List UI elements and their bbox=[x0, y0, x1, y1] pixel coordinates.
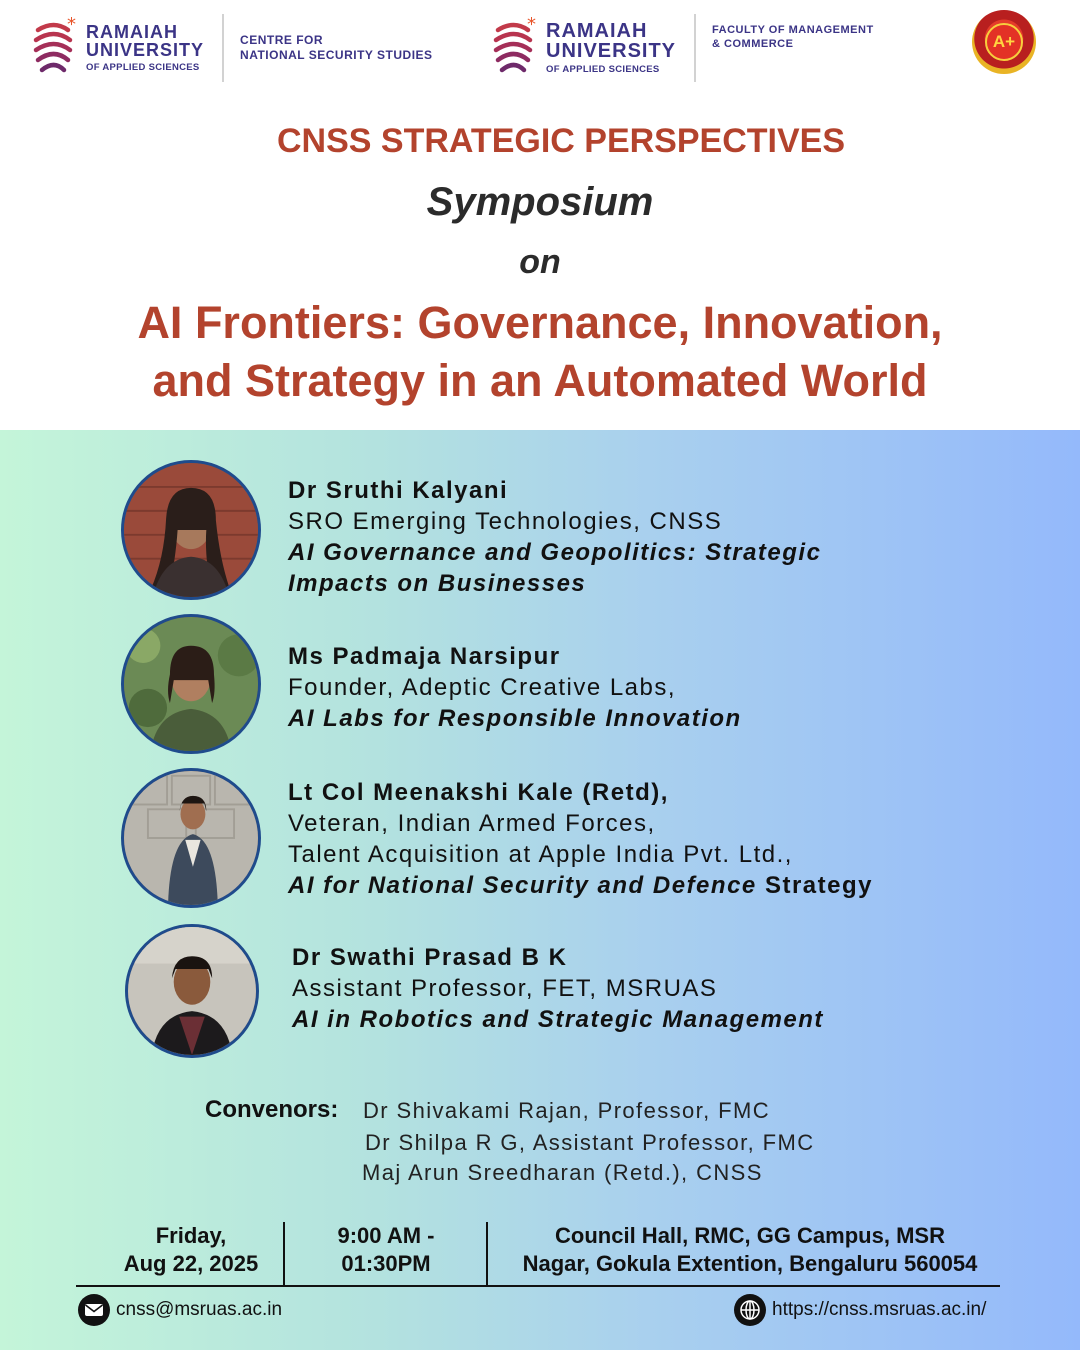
event-date-full: Aug 22, 2025 bbox=[123, 1251, 259, 1276]
speaker-topic bbox=[288, 870, 873, 901]
speaker-2 bbox=[288, 641, 742, 734]
speaker-photo-avatar bbox=[121, 614, 261, 754]
convenor-name: Dr Shilpa R G, Assistant Professor, FMC bbox=[365, 1130, 815, 1155]
event-title-line1: AI Frontiers: Governance, Innovation, bbox=[137, 297, 943, 348]
speaker-topic-main: AI for National Security and Defence bbox=[288, 872, 757, 899]
faculty-line2: & COMMERCE bbox=[712, 38, 794, 50]
speaker-topic: AI Labs for Responsible Innovation bbox=[288, 705, 742, 732]
speaker-role: Founder, Adeptic Creative Labs, bbox=[288, 674, 677, 701]
logo-university-line1: RAMAIAH bbox=[86, 22, 178, 43]
centre-line2: NATIONAL SECURITY STUDIES bbox=[240, 48, 433, 62]
centre-name bbox=[240, 33, 433, 63]
event-venue bbox=[494, 1222, 1006, 1278]
speaker-role: Talent Acquisition at Apple India Pvt. Ltd., bbox=[288, 841, 793, 868]
event-type: Symposium bbox=[426, 180, 654, 224]
speaker-name: Lt Col Meenakshi Kale (Retd), bbox=[288, 779, 669, 806]
speaker-photo-avatar bbox=[121, 460, 261, 600]
speaker-photo-avatar bbox=[125, 924, 259, 1058]
logo-university-line2: UNIVERSITY bbox=[546, 40, 677, 63]
mail-icon bbox=[78, 1294, 110, 1326]
ramaiah-cnss-logo bbox=[30, 14, 433, 82]
speaker-role: Veteran, Indian Armed Forces, bbox=[288, 810, 656, 837]
event-time-end: 01:30PM bbox=[341, 1251, 431, 1276]
details-divider bbox=[486, 1222, 488, 1286]
faculty-line1: FACULTY OF MANAGEMENT bbox=[712, 24, 874, 36]
details-underline bbox=[76, 1285, 1000, 1287]
speaker-topic: AI Governance and Geopolitics: Strategic bbox=[288, 539, 822, 566]
series-title: CNSS STRATEGIC PERSPECTIVES bbox=[276, 122, 846, 160]
event-date-day: Friday, bbox=[155, 1223, 227, 1248]
event-title-line2: and Strategy in an Automated World bbox=[152, 355, 928, 406]
speaker-name: Ms Padmaja Narsipur bbox=[288, 643, 561, 670]
logo-divider bbox=[694, 14, 696, 82]
speaker-name: Dr Swathi Prasad B K bbox=[292, 944, 568, 971]
logo-divider bbox=[222, 14, 224, 82]
speaker-3 bbox=[288, 777, 873, 901]
speaker-role: Assistant Professor, FET, MSRUAS bbox=[292, 975, 718, 1002]
faculty-name bbox=[712, 23, 874, 51]
event-time bbox=[292, 1222, 480, 1278]
event-title bbox=[0, 294, 1080, 410]
convenors-label: Convenors: bbox=[205, 1096, 339, 1123]
ramaiah-emblem-icon: * bbox=[30, 18, 78, 78]
ramaiah-fmc-logo bbox=[490, 14, 874, 82]
logo-university-line3: OF APPLIED SCIENCES bbox=[546, 64, 660, 76]
event-details bbox=[0, 1222, 1080, 1286]
speaker-topic: Impacts on Businesses bbox=[288, 570, 587, 597]
email-address[interactable]: cnss@msruas.ac.in bbox=[116, 1299, 283, 1320]
event-venue-line1: Council Hall, RMC, GG Campus, MSR bbox=[555, 1223, 945, 1248]
seal-grade: A+ bbox=[985, 23, 1023, 61]
details-divider bbox=[283, 1222, 285, 1286]
logo-university-line2: UNIVERSITY bbox=[86, 40, 205, 61]
header bbox=[0, 0, 1080, 95]
naac-grade-seal-icon bbox=[972, 10, 1036, 74]
ramaiah-emblem-icon: * bbox=[490, 18, 538, 78]
speaker-role: SRO Emerging Technologies, CNSS bbox=[288, 508, 723, 535]
logo-university-line1: RAMAIAH bbox=[546, 20, 648, 43]
event-venue-line2: Nagar, Gokula Extention, Bengaluru 560054 bbox=[522, 1251, 978, 1276]
speaker-photo-avatar bbox=[121, 768, 261, 908]
speaker-name: Dr Sruthi Kalyani bbox=[288, 477, 509, 504]
contact-email[interactable] bbox=[78, 1294, 282, 1326]
convenor-name: Dr Shivakami Rajan, Professor, FMC bbox=[363, 1098, 771, 1123]
speaker-topic-tail: Strategy bbox=[764, 872, 873, 899]
event-date bbox=[105, 1222, 277, 1278]
centre-line1: CENTRE FOR bbox=[240, 33, 324, 47]
website-url[interactable]: https://cnss.msruas.ac.in/ bbox=[772, 1299, 987, 1320]
event-connector: on bbox=[519, 243, 561, 281]
speaker-4 bbox=[292, 942, 824, 1035]
speaker-1 bbox=[288, 475, 821, 599]
logo-university-line3: OF APPLIED SCIENCES bbox=[86, 62, 200, 74]
convenor-name: Maj Arun Sreedharan (Retd.), CNSS bbox=[362, 1160, 763, 1185]
speaker-topic: AI in Robotics and Strategic Management bbox=[292, 1006, 824, 1033]
contact-website[interactable] bbox=[734, 1294, 986, 1326]
globe-icon bbox=[734, 1294, 766, 1326]
event-time-start: 9:00 AM - bbox=[337, 1223, 435, 1248]
